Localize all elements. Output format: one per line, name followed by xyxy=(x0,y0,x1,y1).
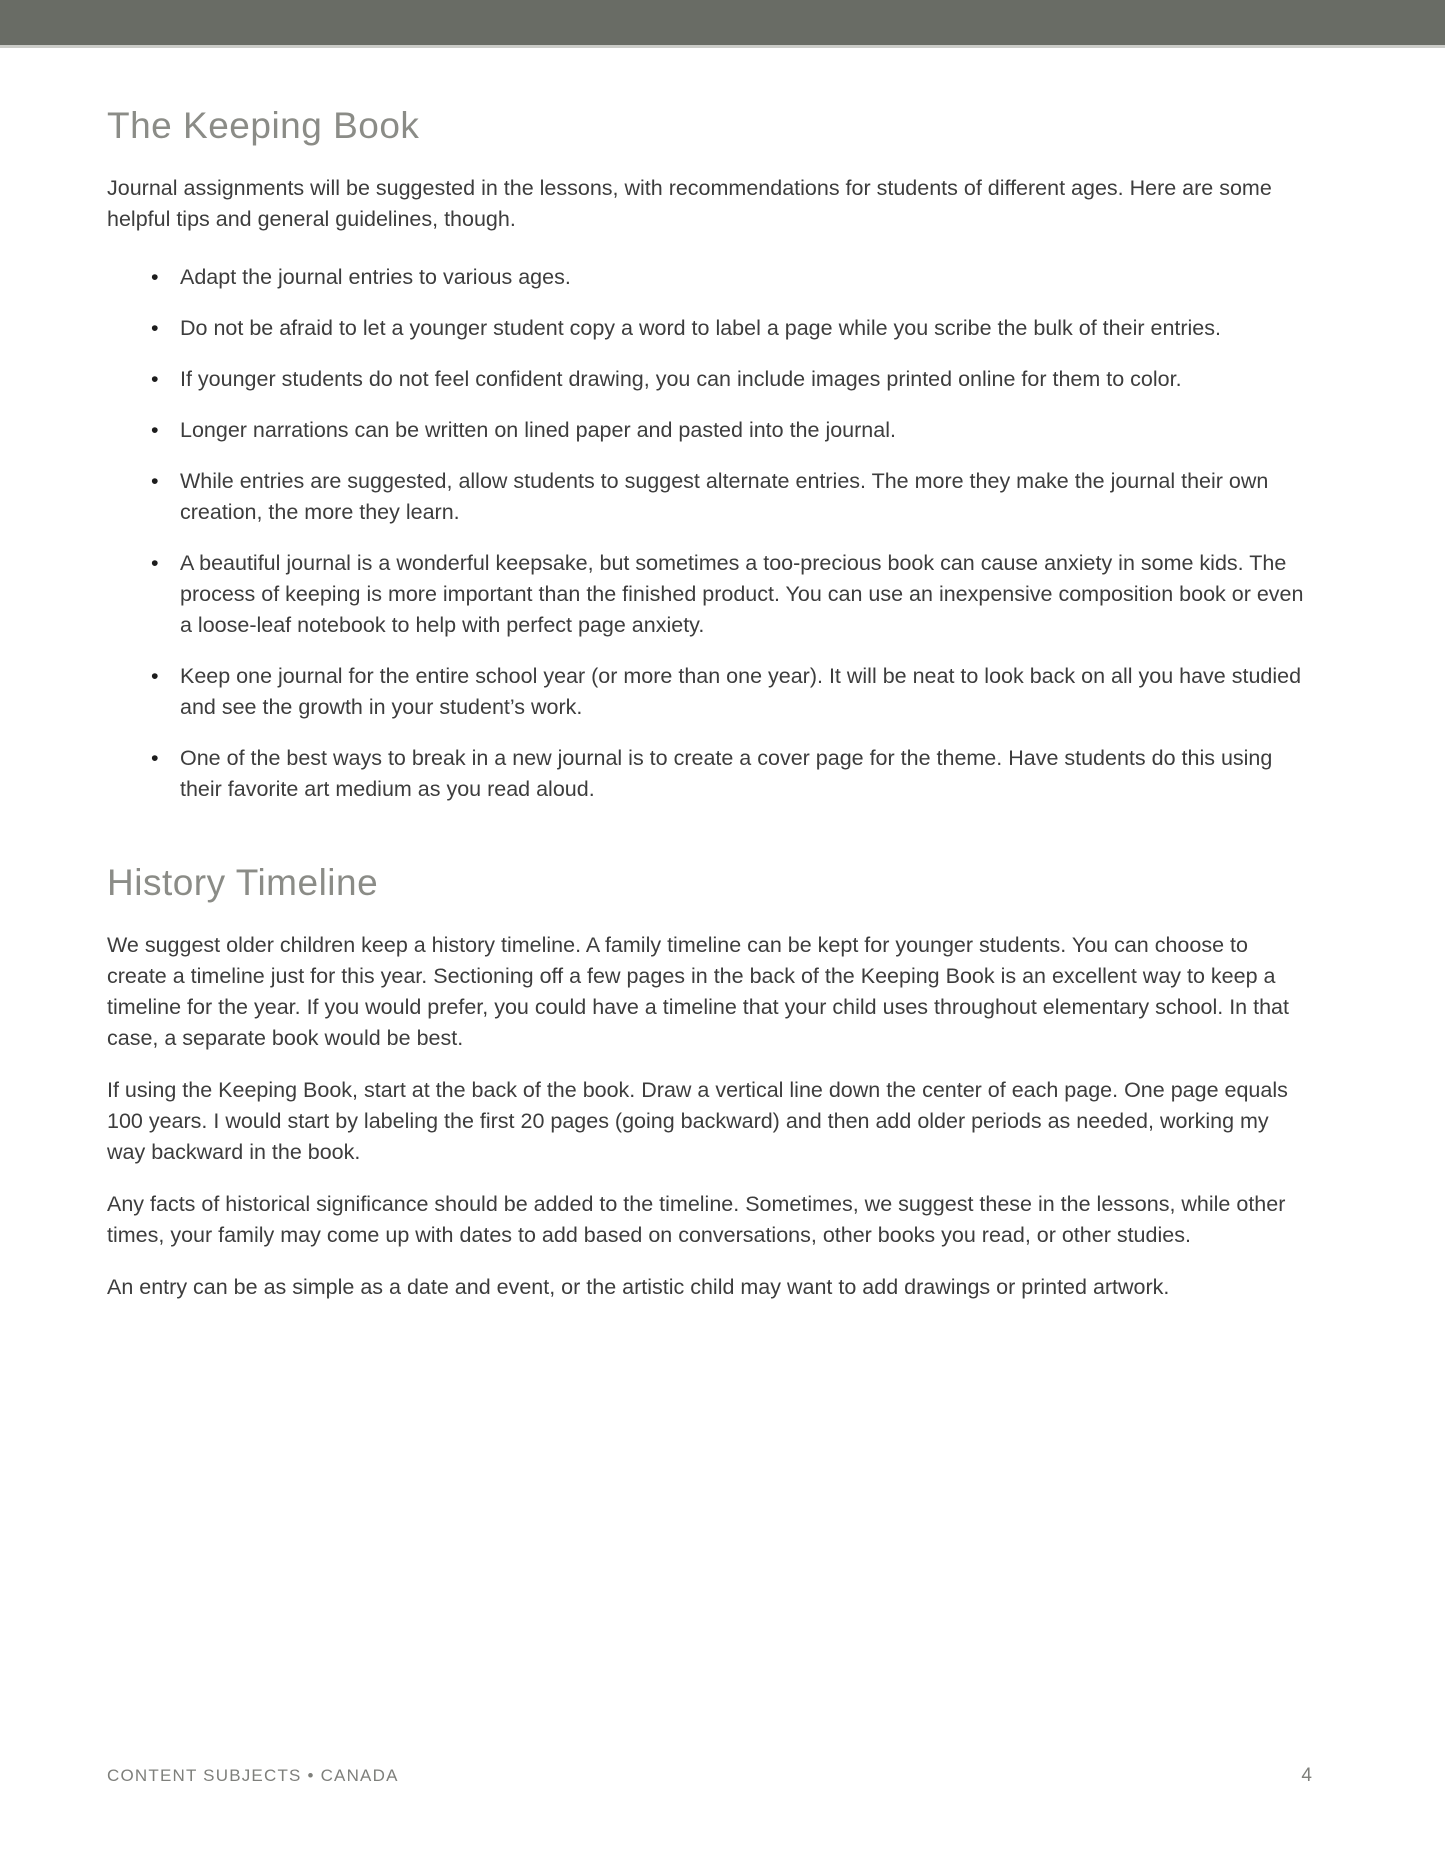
tips-list xyxy=(107,262,1312,805)
history-paragraph: If using the Keeping Book, start at the back of the book. Draw a vertical line down the center of each page. One page equals 100 years. I would start by labeling the first 20 pages (going backward) and then add older periods as needed, working my way backward in the book. xyxy=(107,1078,1288,1164)
list-item xyxy=(107,415,1312,446)
list-item-text: While entries are suggested, allow students to suggest alternate entries. The more they make the journal their own creation, the more they learn. xyxy=(180,469,1269,524)
list-item-text: If younger students do not feel confident drawing, you can include images printed online for them to color. xyxy=(180,367,1182,391)
history-paragraph: An entry can be as simple as a date and event, or the artistic child may want to add drawings or printed artwork. xyxy=(107,1275,1170,1299)
list-item-text: One of the best ways to break in a new journal is to create a cover page for the theme. Have students do this using their favorite art medium as you read aloud. xyxy=(180,746,1273,801)
history-paragraph: We suggest older children keep a history timeline. A family timeline can be kept for younger students. You can choose to create a timeline just for this year. Sectioning off a few pages in the back of the Keeping Book is an excellent way to keep a timeline for the year. If you would prefer, you could have a timeline that your child uses throughout elementary school. In that case, a separate book would be best. xyxy=(107,933,1289,1050)
list-item xyxy=(107,364,1312,395)
list-item-text: Adapt the journal entries to various ages. xyxy=(180,265,571,289)
page-number: 4 xyxy=(1301,1765,1312,1786)
list-item-text: Keep one journal for the entire school year (or more than one year). It will be neat to look back on all you have studied and see the growth in your student’s work. xyxy=(180,664,1302,719)
list-item xyxy=(107,743,1312,805)
section-heading-history-timeline: History Timeline xyxy=(107,862,379,903)
footer-document-title: CONTENT SUBJECTS • CANADA xyxy=(107,1766,399,1785)
list-item-text: Longer narrations can be written on lined paper and pasted into the journal. xyxy=(180,418,896,442)
list-item xyxy=(107,313,1312,344)
list-item xyxy=(107,661,1312,723)
section-heading-keeping-book: The Keeping Book xyxy=(107,105,420,146)
history-paragraph: Any facts of historical significance should be added to the timeline. Sometimes, we suggest these in the lessons, while other times, your family may come up with dates to add based on conversations, other books you read, or other studies. xyxy=(107,1192,1286,1247)
list-item xyxy=(107,548,1312,641)
list-item-text: A beautiful journal is a wonderful keepsake, but sometimes a too-precious book can cause anxiety in some kids. The process of keeping is more important than the finished product. You can use an inexpensive composition book or even a loose-leaf notebook to help with perfect page anxiety. xyxy=(180,551,1304,637)
page-content xyxy=(107,48,1312,1324)
page-footer xyxy=(107,1765,1312,1787)
list-item xyxy=(107,262,1312,293)
intro-paragraph: Journal assignments will be suggested in the lessons, with recommendations for students of different ages. Here are some helpful tips and general guidelines, though. xyxy=(107,176,1272,231)
list-item xyxy=(107,466,1312,528)
top-accent-bar xyxy=(0,0,1445,48)
list-item-text: Do not be afraid to let a younger student copy a word to label a page while you scribe the bulk of their entries. xyxy=(180,316,1221,340)
